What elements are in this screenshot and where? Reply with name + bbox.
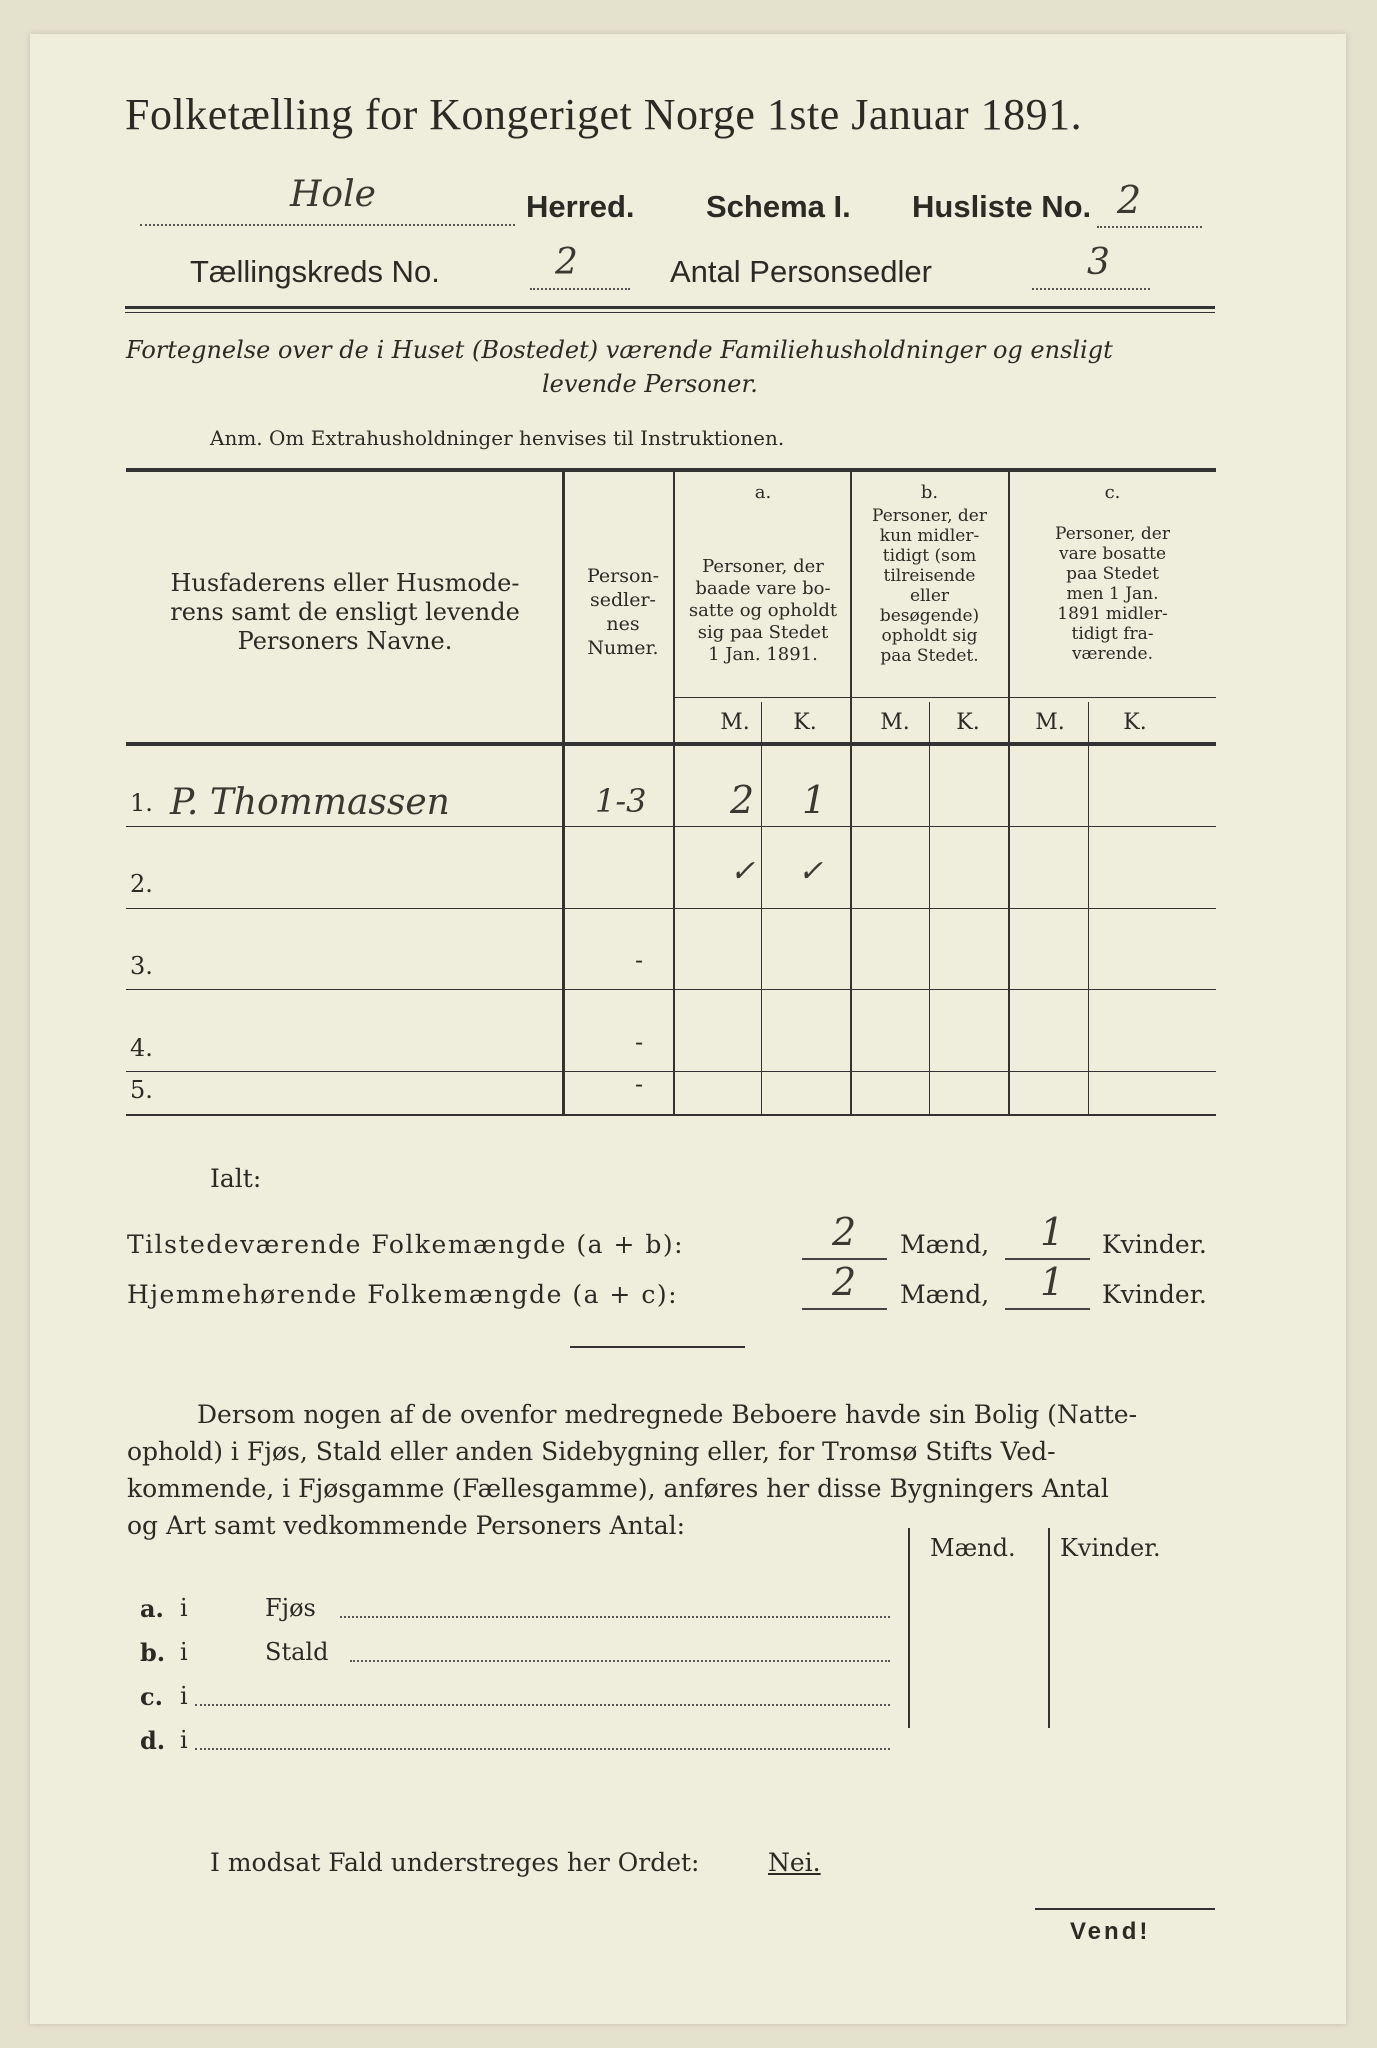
row-1-name: P. Thommassen [170, 782, 450, 823]
totals-line-1-kvinder: Kvinder. [1102, 1230, 1207, 1259]
herred-field [140, 174, 515, 226]
col-a-line-2: baade vare bo- [695, 578, 831, 599]
col-line-name [562, 472, 565, 1114]
totals-line-1-m: 2 [832, 1210, 857, 1254]
col-header-b [852, 506, 1007, 666]
col-c-m-label: M. [1035, 710, 1065, 735]
col-b-line-5: eller [909, 586, 950, 606]
col-num-line-4: Numer. [587, 637, 659, 659]
buildings-maend-header: Mænd. [930, 1534, 1016, 1562]
building-item-b [140, 1638, 895, 1668]
col-header-a [677, 556, 849, 666]
col-a-line-4: sig paa Stedet [697, 622, 829, 643]
building-d-prep: i [180, 1726, 188, 1754]
col-a-m-label: M. [720, 710, 750, 735]
row-3-num: 3. [130, 952, 153, 980]
buildings-para-line-1: Dersom nogen af de ovenfor medregnede Beboere havde sin Bolig (Natte- [197, 1400, 1138, 1429]
col-a-line-5: 1 Jan. 1891. [708, 644, 818, 665]
building-a-letter: a. [140, 1594, 164, 1623]
herred-label: Herred. [526, 189, 635, 224]
totals-line-2-m-field [802, 1260, 887, 1310]
personsedler-field [1032, 242, 1150, 290]
col-c-k-label: K. [1123, 710, 1147, 735]
building-item-a [140, 1594, 895, 1624]
row-2-num: 2. [130, 870, 153, 898]
col-b-line-7: opholdt sig [881, 626, 978, 646]
row-1-a-k: 1 [802, 778, 827, 822]
building-d-dots [195, 1748, 890, 1750]
col-b-k-label: K. [956, 710, 980, 735]
building-c-dots [195, 1704, 890, 1706]
col-header-name [140, 569, 550, 656]
kreds-value: 2 [555, 242, 578, 283]
col-b-line-1: Personer, der [872, 506, 987, 526]
table-header-bottom-rule [126, 742, 1216, 746]
totals-line-1-maend: Mænd, [900, 1230, 990, 1259]
row-4-sedler: - [635, 1028, 644, 1056]
section-separator [570, 1346, 745, 1348]
col-header-c [1010, 524, 1215, 664]
row-line-1 [126, 826, 1216, 827]
totals-line-2-kvinder: Kvinder. [1102, 1280, 1207, 1309]
col-b-line-2: kun midler- [879, 526, 980, 546]
building-a-prep: i [180, 1594, 188, 1622]
col-b-line-6: besøgende) [879, 606, 980, 626]
row-1-a-m: 2 [730, 778, 755, 822]
totals-line-2-m: 2 [832, 1260, 857, 1304]
row-2-a-k: ✓ [798, 854, 824, 889]
vend-rule [1035, 1908, 1215, 1910]
col-c-line-7: værende. [1071, 644, 1154, 664]
building-b-letter: b. [140, 1638, 166, 1667]
building-b-name: Stald [265, 1638, 329, 1666]
col-b-line-3: tidigt (som [882, 546, 977, 566]
building-b-prep: i [180, 1638, 188, 1666]
row-line-2 [126, 908, 1216, 909]
row-2-a-m: ✓ [730, 854, 756, 889]
col-c-line-5: 1891 midler- [1057, 604, 1168, 624]
mk-top-rule [675, 697, 1216, 698]
col-header-num [575, 564, 671, 660]
row-5-num: 5. [130, 1076, 153, 1104]
col-c-line-2: vare bosatte [1058, 544, 1167, 564]
building-c-prep: i [180, 1682, 188, 1710]
row-line-3 [126, 989, 1216, 990]
col-num-line-3: nes [606, 613, 640, 635]
buildings-paragraph [127, 1396, 1217, 1544]
form-title: Folketælling for Kongeriget Norge 1ste Januar 1891. [125, 90, 1083, 139]
col-a-k-label: K. [793, 710, 817, 735]
col-name-line-2-text: rens samt de ensligt levende [170, 598, 520, 626]
personsedler-label: Antal Personsedler [670, 254, 932, 289]
col-a-line-1: Personer, der [702, 556, 824, 577]
col-c-line-1: Personer, der [1055, 524, 1170, 544]
header-rule-thin [125, 312, 1215, 313]
totals-line-2-k-field [1005, 1260, 1090, 1310]
buildings-para-line-2: ophold) i Fjøs, Stald eller anden Sidebygning eller, for Tromsø Stifts Ved- [127, 1437, 1056, 1466]
intro-note: Anm. Om Extrahusholdninger henvises til Instruktionen. [210, 426, 785, 450]
census-form-page [30, 34, 1346, 2024]
intro-line-1: Fortegnelse over de i Huset (Bostedet) værende Familiehusholdninger og ensligt [126, 336, 1113, 364]
buildings-kvinder-header: Kvinder. [1060, 1534, 1161, 1562]
col-a-letter: a. [754, 482, 772, 503]
buildings-para-line-3: kommende, i Fjøsgamme (Fællesgamme), anføres her disse Bygningers Antal [127, 1474, 1109, 1503]
kreds-field [530, 242, 630, 290]
vend-text: Vend! [1070, 1918, 1151, 1945]
totals-line-1-k-field [1005, 1210, 1090, 1260]
schema-label: Schema I. [706, 189, 851, 224]
buildings-col-line-2 [1048, 1528, 1050, 1728]
ialt-label: Ialt: [210, 1164, 262, 1193]
husliste-value: 2 [1117, 178, 1142, 222]
col-name-line-1: Husfaderens eller Husmode- [170, 569, 520, 597]
col-b-m-label: M. [880, 710, 910, 735]
intro-line-2: levende Personer. [542, 370, 758, 398]
building-c-letter: c. [140, 1682, 163, 1711]
col-b-letter: b. [920, 482, 939, 503]
col-num-line-2: sedler- [590, 589, 656, 611]
row-1-num: 1. [130, 789, 153, 817]
col-name-line-2 [140, 598, 550, 627]
table-bottom-rule [126, 1114, 1216, 1116]
totals-line-2-maend: Mænd, [900, 1280, 990, 1309]
row-1-sedler: 1-3 [595, 782, 647, 820]
totals-line-1-label: Tilstedeværende Folkemængde (a + b): [127, 1230, 685, 1259]
totals-line-1-m-field [802, 1210, 887, 1260]
totals-line-2-label: Hjemmehørende Folkemængde (a + c): [127, 1280, 678, 1309]
modsat-fald-text: I modsat Fald understreges her Ordet: [210, 1848, 700, 1877]
husliste-field [1097, 178, 1202, 228]
col-b-line-4: tilreisende [883, 566, 976, 586]
personsedler-value: 3 [1087, 242, 1110, 283]
col-a-line-3: satte og opholdt [688, 600, 838, 621]
building-a-dots [340, 1616, 890, 1618]
buildings-col-line-1 [908, 1528, 910, 1728]
col-c-letter: c. [1104, 482, 1121, 503]
col-c-line-6: tidigt fra- [1071, 624, 1154, 644]
table-top-rule [126, 468, 1216, 472]
row-4-num: 4. [130, 1034, 153, 1062]
nei-word: Nei. [768, 1848, 821, 1877]
herred-value: Hole [290, 174, 376, 215]
buildings-para-line-4: og Art samt vedkommende Personers Antal: [127, 1511, 686, 1540]
row-5-sedler: - [635, 1070, 644, 1098]
row-line-4 [126, 1071, 1216, 1072]
building-item-d [140, 1726, 895, 1756]
header-rule [125, 306, 1215, 309]
col-c-line-3: paa Stedet [1066, 564, 1159, 584]
totals-line-2-k: 1 [1040, 1260, 1065, 1304]
row-3-sedler: - [635, 946, 644, 974]
col-name-line-3: Personers Navne. [237, 627, 453, 655]
building-d-letter: d. [140, 1726, 166, 1755]
building-b-dots [350, 1660, 890, 1662]
kreds-label: Tællingskreds No. [190, 254, 440, 289]
building-a-name: Fjøs [265, 1594, 316, 1622]
col-c-line-4: men 1 Jan. [1066, 584, 1159, 604]
husliste-label: Husliste No. [912, 189, 1092, 224]
building-item-c [140, 1682, 895, 1712]
col-line-num [673, 472, 675, 1114]
col-b-line-8: paa Stedet. [880, 646, 979, 666]
col-num-line-1: Person- [586, 565, 660, 587]
totals-line-1-k: 1 [1040, 1210, 1065, 1254]
